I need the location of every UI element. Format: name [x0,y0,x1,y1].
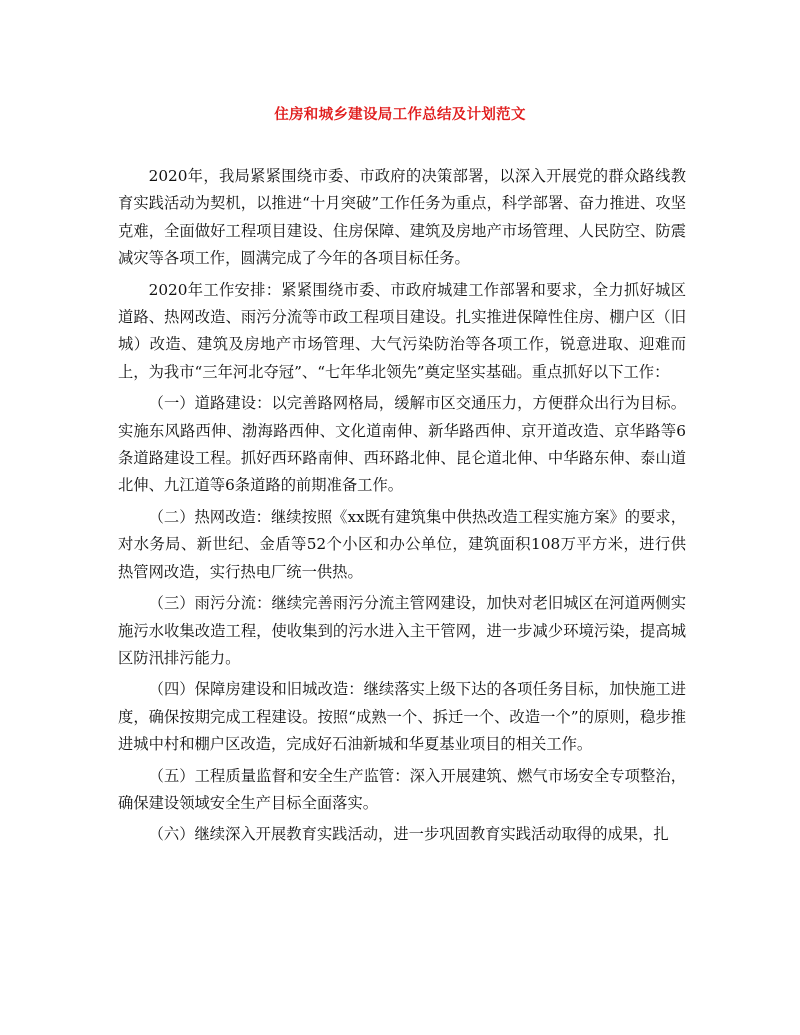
paragraph-housing-renewal: （四）保障房建设和旧城改造：继续落实上级下达的各项任务目标，加快施工进度，确保按期完成工程建设。按照“成熟一个、拆迁一个、改造一个”的原则，稳步推进城中村和棚户区改造，完成好石油新城和华夏基业项目的相关工作。 [118,680,686,754]
paragraph-work-plan: 2020年工作安排：紧紧围绕市委、市政府城建工作部署和要求，全力抓好城区道路、热网改造、雨污分流等市政工程项目建设。扎实推进保障性住房、棚户区（旧城）改造、建筑及房地产市场管理、大气污染防治等各项工作，锐意进取、迎难而上，为我市“三年河北夺冠”、“七年华北领先”奠定坚实基础。重点抓好以下工作： [118,280,686,381]
paragraph-road-construction: （一）道路建设：以完善路网格局，缓解市区交通压力，方便群众出行为目标。实施东风路西伸、渤海路西伸、文化道南伸、新华路西伸、京开道改造、京华路等6条道路建设工程。抓好西环路南伸、西环路北伸、昆仑道北伸、中华路东伸、泰山道北伸、九江道等6条道路的前期准备工作。 [118,394,686,495]
paragraph-rain-sewage: （三）雨污分流：继续完善雨污分流主管网建设，加快对老旧城区在河道两侧实施污水收集改造工程，使收集到的污水进入主干管网，进一步减少环境污染，提高城区防汛排污能力。 [118,594,686,667]
paragraph-intro: 2020年，我局紧紧围绕市委、市政府的决策部署，以深入开展党的群众路线教育实践活动为契机，以推进“十月突破”工作任务为重点，科学部署、奋力推进、攻坚克难，全面做好工程项目建设、住房保障、建筑及房地产市场管理、人民防空、防震减灾等各项工作，圆满完成了今年的各项目标任务。 [118,167,686,268]
document-title: 住房和城乡建设局工作总结及计划范文 [274,106,526,123]
paragraph-heating-network: （二）热网改造：继续按照《xx既有建筑集中供热改造工程实施方案》的要求，对水务局、新世纪、金盾等52个小区和办公单位，建筑面积108万平方米，进行供热管网改造，实行热电厂统一供热。 [118,507,686,581]
paragraph-education-practice: （六）继续深入开展教育实践活动，进一步巩固教育实践活动取得的成果，扎 [148,825,669,844]
paragraph-quality-safety: （五）工程质量监督和安全生产监管：深入开展建筑、燃气市场安全专项整治，确保建设领域安全生产目标全面落实。 [118,766,686,812]
document-body [118,163,686,853]
